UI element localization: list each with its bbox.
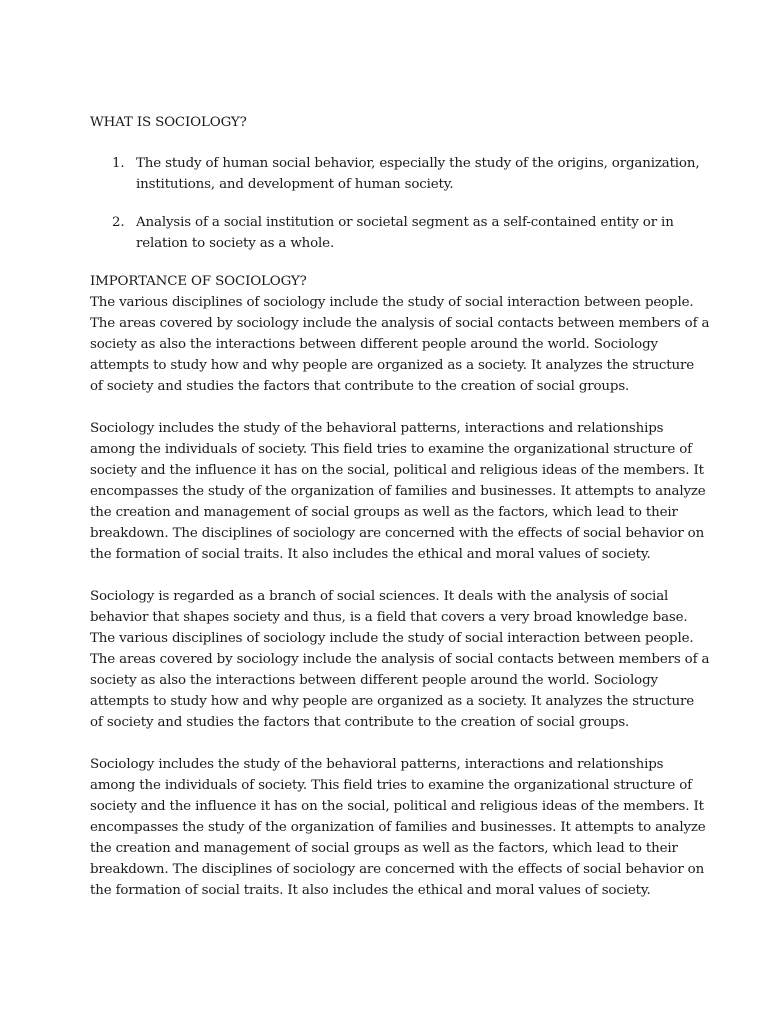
paragraph-line: breakdown. The disciplines of sociology are concerned with the effects of social behavior on bbox=[90, 526, 705, 541]
paragraph-line: among the individuals of society. This field tries to examine the organizational structure of bbox=[90, 778, 692, 793]
paragraph-line: The various disciplines of sociology include the study of social interaction between people. bbox=[90, 295, 694, 310]
paragraph-line: Sociology is regarded as a branch of social sciences. It deals with the analysis of social bbox=[90, 589, 669, 604]
spacer bbox=[90, 254, 700, 271]
paragraph-line: The various disciplines of sociology include the study of social interaction between people. bbox=[90, 631, 694, 646]
paragraph-line: society as also the interactions between different people around the world. Sociology bbox=[90, 673, 658, 688]
paragraph-line: the formation of social traits. It also includes the ethical and moral values of society. bbox=[90, 547, 651, 562]
paragraph-line: of society and studies the factors that contribute to the creation of social groups. bbox=[90, 379, 630, 394]
list-number: 2. bbox=[112, 215, 125, 230]
definition-line: The study of human social behavior, especially the study of the origins, organization, bbox=[136, 156, 700, 171]
paragraph-line: Sociology includes the study of the behavioral patterns, interactions and relationships bbox=[90, 757, 664, 772]
definition-line: Analysis of a social institution or societal segment as a self-contained entity or in bbox=[136, 215, 674, 230]
paragraph-line: the creation and management of social groups as well as the factors, which lead to their bbox=[90, 505, 678, 520]
list-number: 1. bbox=[112, 156, 125, 171]
paragraph-line: attempts to study how and why people are organized as a society. It analyzes the structure bbox=[90, 358, 694, 373]
paragraph-line: attempts to study how and why people are organized as a society. It analyzes the structure bbox=[90, 694, 694, 709]
document-body bbox=[90, 112, 710, 901]
paragraph-3 bbox=[90, 586, 710, 733]
definition-line: institutions, and development of human society. bbox=[136, 177, 454, 192]
paragraph-line: encompasses the study of the organization of families and businesses. It attempts to analyze bbox=[90, 820, 706, 835]
paragraph-line: society and the influence it has on the social, political and religious ideas of the members. It bbox=[90, 463, 704, 478]
paragraph-line: the creation and management of social groups as well as the factors, which lead to their bbox=[90, 841, 678, 856]
paragraph-line: of society and studies the factors that contribute to the creation of social groups. bbox=[90, 715, 630, 730]
definition-item-2 bbox=[90, 212, 700, 254]
paragraph-line: breakdown. The disciplines of sociology are concerned with the effects of social behavior on bbox=[90, 862, 705, 877]
paragraph-line: the formation of social traits. It also includes the ethical and moral values of society. bbox=[90, 883, 651, 898]
paragraph-line: encompasses the study of the organization of families and businesses. It attempts to analyze bbox=[90, 484, 706, 499]
definition-item-1 bbox=[90, 153, 700, 195]
paragraph-line: society as also the interactions between different people around the world. Sociology bbox=[90, 337, 658, 352]
paragraph-4 bbox=[90, 754, 706, 901]
paragraph-line: among the individuals of society. This field tries to examine the organizational structure of bbox=[90, 442, 692, 457]
paragraph-2 bbox=[90, 418, 706, 565]
heading-importance-of-sociology: IMPORTANCE OF SOCIOLOGY? bbox=[90, 274, 307, 289]
paragraph-line: behavior that shapes society and thus, is a field that covers a very broad knowledge base. bbox=[90, 610, 688, 625]
paragraph-line: society and the influence it has on the social, political and religious ideas of the members. It bbox=[90, 799, 704, 814]
paragraph-line: The areas covered by sociology include the analysis of social contacts between members of a bbox=[90, 652, 710, 667]
paragraph-line: The areas covered by sociology include the analysis of social contacts between members of a bbox=[90, 316, 710, 331]
paragraph-line: Sociology includes the study of the behavioral patterns, interactions and relationships bbox=[90, 421, 664, 436]
heading-what-is-sociology: WHAT IS SOCIOLOGY? bbox=[90, 115, 247, 130]
definition-line: relation to society as a whole. bbox=[136, 236, 335, 251]
definition-list bbox=[90, 153, 700, 254]
paragraph-1 bbox=[90, 292, 710, 397]
